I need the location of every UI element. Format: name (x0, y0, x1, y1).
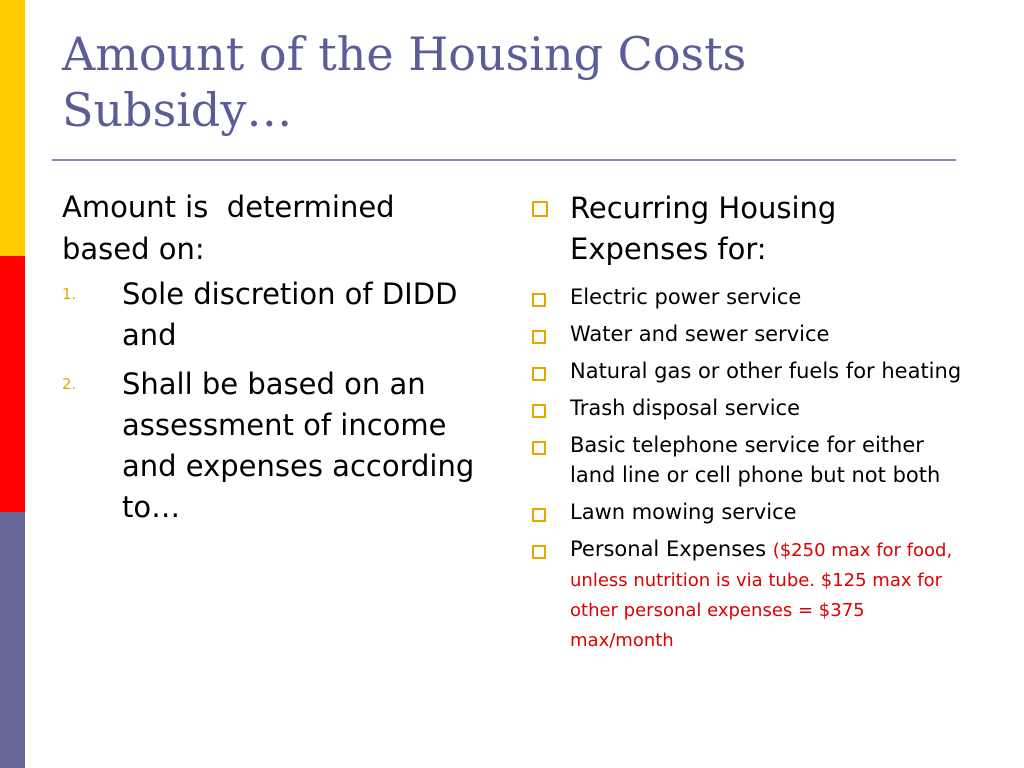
bullet-heading (532, 188, 972, 270)
list-item (532, 497, 972, 527)
list-item (532, 534, 972, 654)
square-bullet-icon (532, 508, 546, 522)
list-item-text: Water and sewer service (570, 322, 830, 346)
list-number: 2. (62, 375, 77, 393)
numbered-list (62, 274, 502, 528)
square-bullet-icon (532, 367, 546, 381)
list-item-text: Sole discretion of DIDD and (122, 277, 458, 352)
list-item-text: Personal Expenses (570, 537, 767, 561)
list-item (532, 356, 972, 386)
bullet-list (532, 188, 972, 654)
square-bullet-icon (532, 441, 546, 455)
list-item-text: Shall be based on an assessment of income and expenses according to… (122, 367, 475, 524)
intro-line-2: based on: (62, 232, 205, 266)
title-divider (52, 159, 956, 161)
list-number: 1. (62, 285, 77, 303)
list-item-text: Electric power service (570, 285, 802, 309)
list-item-text: Natural gas or other fuels for heating (570, 359, 962, 383)
list-item-text: Basic telephone service for either land line or cell phone but not both (570, 433, 941, 487)
side-bar-red (0, 256, 25, 512)
slide-title: Amount of the Housing Costs Subsidy… (62, 27, 747, 137)
list-item (62, 364, 502, 528)
list-item (532, 430, 972, 490)
list-item (532, 282, 972, 312)
side-bar-blue (0, 512, 25, 768)
list-item-text: Lawn mowing service (570, 500, 797, 524)
side-bar-yellow (0, 0, 25, 256)
square-bullet-icon (532, 545, 546, 559)
intro-line-1: Amount is determined (62, 190, 395, 224)
list-item (62, 274, 502, 356)
square-bullet-icon (532, 404, 546, 418)
list-item (532, 319, 972, 349)
list-item (532, 393, 972, 423)
bullet-heading-text: Recurring Housing Expenses for: (570, 191, 837, 266)
square-bullet-icon (532, 330, 546, 344)
list-item-text: Trash disposal service (570, 396, 800, 420)
expense-limit-note: ($250 max for food, unless nutrition is via tube. $125 max for other personal expenses = $375 max/month (570, 540, 953, 651)
left-column (62, 186, 502, 536)
square-bullet-icon (532, 201, 548, 217)
square-bullet-icon (532, 293, 546, 307)
right-column (532, 188, 972, 661)
